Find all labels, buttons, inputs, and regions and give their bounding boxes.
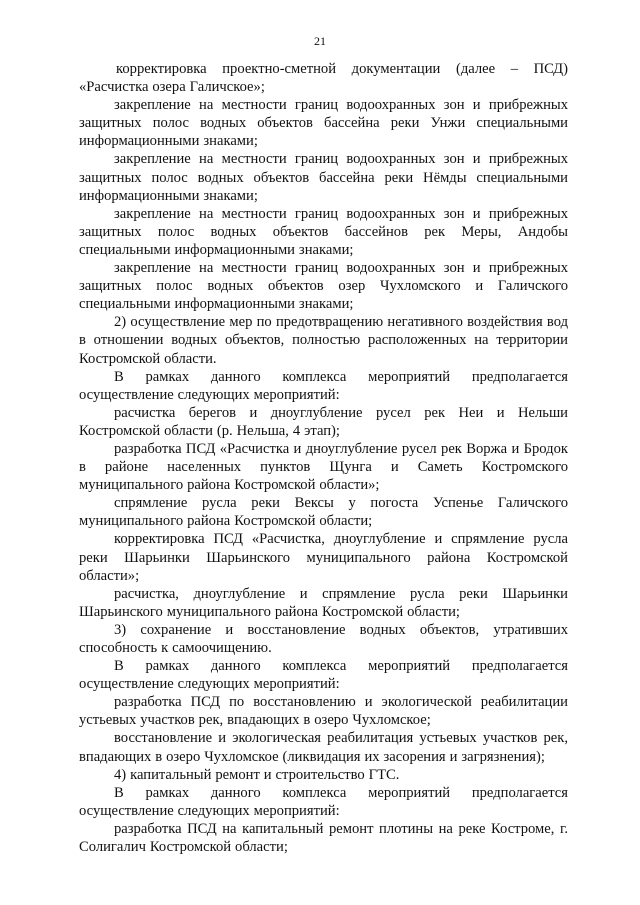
paragraph: разработка ПСД «Расчистка и дноуглубление русел рек Воржа и Бродок в районе населенных пунктов Щунга и Саметь Костромского муниципального района Костромской области»;	[79, 440, 568, 494]
paragraph: 3) сохранение и восстановление водных объектов, утративших способность к самоочищению.	[79, 621, 568, 656]
paragraph: разработка ПСД на капитальный ремонт плотины на реке Костроме, г. Солигалич Костромской области;	[79, 820, 568, 856]
paragraph: закрепление на местности границ водоохранных зон и прибрежных защитных полос водных объектов бассейна реки Нёмды специальными информационными знаками;	[79, 151, 568, 204]
paragraph: спрямление русла реки Вексы у погоста Успенье Галичского муниципального района Костромской области;	[79, 495, 568, 530]
paragraph: восстановление и экологическая реабилитация устьевых участков рек, впадающих в озеро Чухломское (ликвидация их засорения и загрязнения);	[79, 730, 568, 765]
paragraph: корректировка ПСД «Расчистка, дноуглубление и спрямление русла реки Шарьинки Шарьинского муниципального района Костромской области»;	[79, 531, 568, 584]
paragraph: закрепление на местности границ водоохранных зон и прибрежных защитных полос водных объектов бассейна реки Унжи специальными информационными знаками;	[79, 97, 568, 150]
paragraph: корректировка проектно-сметной документации (далее – ПСД) «Расчистка озера Галичское»;	[79, 61, 568, 96]
paragraph: расчистка, дноуглубление и спрямление русла реки Шарьинки Шарьинского муниципального района Костромской области;	[79, 585, 568, 620]
document-body	[79, 60, 568, 856]
paragraph: разработка ПСД по восстановлению и экологической реабилитации устьевых участков рек, впадающих в озеро Чухломское;	[79, 694, 568, 729]
paragraph: В рамках данного комплекса мероприятий предполагается осуществление следующих мероприятий:	[79, 368, 568, 403]
paragraph: 4) капитальный ремонт и строительство ГТС.	[114, 766, 400, 783]
paragraph: закрепление на местности границ водоохранных зон и прибрежных защитных полос водных объектов бассейнов рек Меры, Андобы специальными информационными знаками;	[79, 205, 568, 258]
page-number: 21	[314, 34, 326, 48]
paragraph: 2) осуществление мер по предотвращению негативного воздействия вод в отношении водных объектов, полностью расположенных на территории Костромской области.	[79, 314, 568, 367]
paragraph: закрепление на местности границ водоохранных зон и прибрежных защитных полос водных объектов озер Чухломского и Галичского специальными информационными знаками;	[79, 260, 568, 313]
paragraph: В рамках данного комплекса мероприятий предполагается осуществление следующих мероприятий:	[79, 658, 568, 693]
paragraph: В рамках данного комплекса мероприятий предполагается осуществление следующих мероприятий:	[79, 784, 568, 819]
paragraph: расчистка берегов и дноуглубление русел рек Неи и Нельши Костромской области (р. Нельша, 4 этап);	[79, 404, 568, 439]
